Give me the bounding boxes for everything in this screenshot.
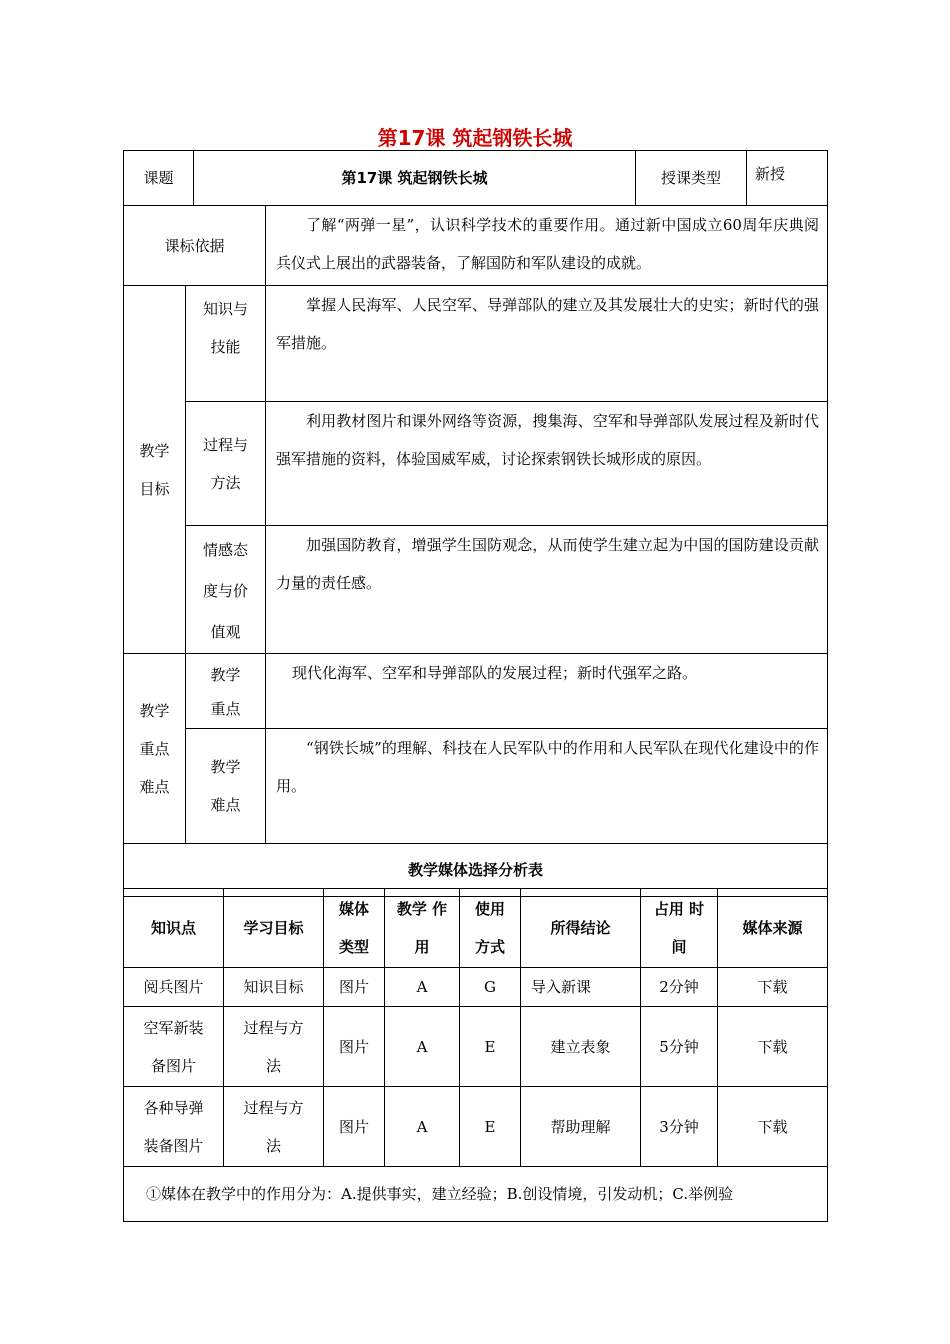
knowledge-text: 掌握人民海军、人民空军、导弹部队的建立及其发展壮大的史实；新时代的强军措施。	[266, 286, 828, 402]
process-text: 利用教材图片和课外网络等资源，搜集海、空军和导弹部队发展过程及新时代强军措施的资料，体验国威军威，讨论探索钢铁长城形成的原因。	[266, 402, 828, 526]
cell-time: 5分钟	[641, 1007, 718, 1087]
basis-text: 了解“两弹一星”，认识科学技术的重要作用。通过新中国成立60周年庆典阅兵仪式上展出的武器装备，了解国防和军队建设的成就。	[266, 206, 828, 286]
col-usage	[460, 889, 521, 968]
media-header-row	[124, 889, 828, 968]
lesson-type-label: 授课类型	[636, 151, 747, 206]
cell-goal	[224, 1087, 324, 1167]
topic-label: 课题	[124, 151, 194, 206]
basis-label: 课标依据	[124, 206, 266, 286]
cell-role: A	[385, 968, 460, 1007]
goals-label	[124, 286, 186, 654]
focus-label-line-2: 重点	[139, 739, 170, 758]
cell-knowledge-line-1: 各种导弹	[143, 1098, 204, 1117]
cell-source: 下载	[718, 968, 828, 1007]
cell-result: 帮助理解	[521, 1087, 641, 1167]
key-point-label-line-1: 教学	[210, 666, 241, 684]
cell-goal-line-2: 法	[265, 1056, 281, 1075]
col-role-line-1: 教学 作	[396, 900, 448, 918]
cell-time: 3分钟	[641, 1087, 718, 1167]
col-result: 所得结论	[521, 889, 641, 968]
cell-knowledge-line-2: 备图片	[150, 1056, 196, 1075]
cell-usage: G	[460, 968, 521, 1007]
emotion-label-line-3: 值观	[210, 623, 241, 641]
difficulty-text: “钢铁长城”的理解、科技在人民军队中的作用和人民军队在现代化建设中的作用。	[266, 729, 828, 844]
col-usage-line-2: 方式	[474, 938, 505, 956]
emotion-label-line-2: 度与价	[203, 582, 249, 600]
note-row	[124, 1167, 828, 1222]
col-source: 媒体来源	[718, 889, 828, 968]
cell-knowledge-line-1: 空军新装	[143, 1018, 204, 1037]
table-row	[124, 1087, 828, 1167]
cell-role: A	[385, 1087, 460, 1167]
cell-time: 2分钟	[641, 968, 718, 1007]
col-time	[641, 889, 718, 968]
difficulty-label	[186, 729, 266, 844]
col-role-line-2: 用	[414, 938, 430, 956]
process-label	[186, 402, 266, 526]
col-media-type-line-1: 媒体	[338, 900, 369, 918]
cell-goal	[224, 1007, 324, 1087]
cell-source: 下载	[718, 1087, 828, 1167]
cell-usage: E	[460, 1007, 521, 1087]
cell-goal-line-2: 法	[265, 1136, 281, 1155]
cell-knowledge: 阅兵图片	[124, 968, 224, 1007]
col-goal: 学习目标	[224, 889, 324, 968]
cell-result: 导入新课	[521, 968, 641, 1007]
goals-label-line-1: 教学	[139, 441, 170, 460]
cell-media-type: 图片	[324, 1007, 385, 1087]
col-usage-line-1: 使用	[474, 900, 505, 918]
process-label-line-1: 过程与	[203, 435, 249, 454]
topic-value: 第17课 筑起钢铁长城	[194, 151, 636, 206]
col-time-line-2: 间	[671, 938, 687, 956]
header-table	[123, 150, 828, 206]
focus-label	[124, 654, 186, 844]
col-media-type-line-2: 类型	[338, 938, 369, 956]
table-row	[124, 968, 828, 1007]
key-point-label	[186, 654, 266, 729]
cell-goal: 知识目标	[224, 968, 324, 1007]
cell-media-type: 图片	[324, 968, 385, 1007]
cell-goal-line-1: 过程与方	[243, 1018, 304, 1037]
key-point-label-line-2: 重点	[210, 700, 241, 718]
cell-usage: E	[460, 1087, 521, 1167]
cell-source: 下载	[718, 1007, 828, 1087]
knowledge-label-line-1: 知识与	[203, 300, 249, 318]
knowledge-label-line-2: 技能	[210, 338, 241, 356]
focus-label-line-3: 难点	[139, 777, 170, 796]
col-role	[385, 889, 460, 968]
goals-label-line-2: 目标	[139, 479, 170, 498]
emotion-text: 加强国防教育，增强学生国防观念，从而使学生建立起为中国的国防建设贡献力量的责任感。	[266, 526, 828, 654]
cell-result: 建立表象	[521, 1007, 641, 1087]
media-analysis-table	[123, 888, 828, 1222]
difficulty-label-line-2: 难点	[210, 796, 241, 814]
lesson-plan-table	[123, 205, 828, 897]
knowledge-label	[186, 286, 266, 402]
focus-label-line-1: 教学	[139, 701, 170, 720]
col-knowledge: 知识点	[124, 889, 224, 968]
cell-knowledge	[124, 1007, 224, 1087]
col-time-line-1: 占用 时	[653, 900, 705, 918]
difficulty-label-line-1: 教学	[210, 758, 241, 776]
emotion-label-line-1: 情感态	[203, 541, 249, 559]
process-label-line-2: 方法	[210, 473, 241, 492]
cell-knowledge	[124, 1087, 224, 1167]
media-role-note: ①媒体在教学中的作用分为：A.提供事实，建立经验；B.创设情境，引发动机；C.举例验	[124, 1167, 828, 1222]
emotion-label	[186, 526, 266, 654]
cell-knowledge-line-2: 装备图片	[143, 1136, 204, 1155]
cell-media-type: 图片	[324, 1087, 385, 1167]
table-row	[124, 1007, 828, 1087]
cell-goal-line-1: 过程与方	[243, 1098, 304, 1117]
col-media-type	[324, 889, 385, 968]
cell-role: A	[385, 1007, 460, 1087]
lesson-type-value: 新授	[747, 151, 828, 206]
key-point-text: 现代化海军、空军和导弹部队的发展过程；新时代强军之路。	[266, 654, 828, 729]
document-title: 第17课 筑起钢铁长城	[377, 126, 573, 150]
media-table-title: 教学媒体选择分析表	[124, 844, 828, 897]
